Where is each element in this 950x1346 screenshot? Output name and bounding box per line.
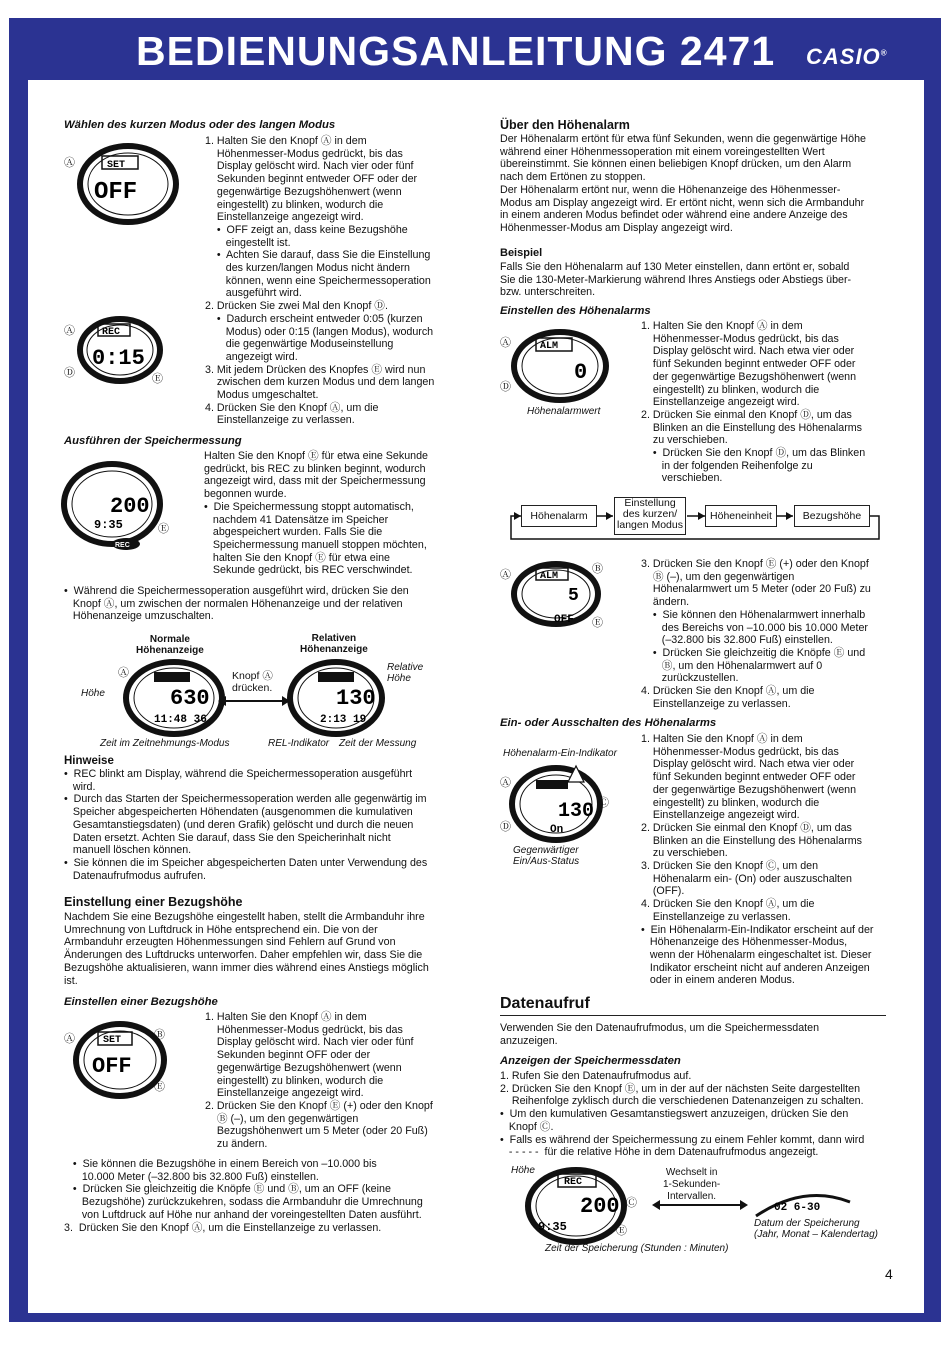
notes-title: Hinweise — [64, 755, 114, 767]
svg-text:Ⓐ: Ⓐ — [64, 1033, 75, 1045]
label-press-a: Knopf Ⓐ drücken. — [232, 670, 273, 694]
watch-illustration-alarm-onoff — [500, 760, 620, 844]
section-text-reference: Nachdem Sie eine Bezugshöhe eingestellt haben, stellt die Armbanduhr ihre Umrechnung von Luftdruck in Höhe entsprechend ein. Die von der Armbanduhr erzeugten Höhenmessungen sind Fehlern auf Grund von Änderungen des Luftdrucks unterworfen. Daher empfehlen wir, dass Sie die Bezugshöhe aktualisieren, wann immer dies während eines Anstiegs möglich ist. — [64, 911, 429, 987]
section-text-alarm-onoff: 1. Halten Sie den Knopf Ⓐ in dem Höhenmesser-Modus gedrückt, bis das Display gelöscht wird. Nach etwa vier oder fünf Sekunden beginnt entweder OFF oder der gegenwärtige Bezugshöhenwert (wenn eingestellt) zu blinken, wodurch die Einstellanzeige angezeigt wird. 2. Drücken Sie einmal den Knopf Ⓓ, um das Blinken an die Einstellung des Höhenalarms zu verschieben. 3. Drücken Sie den Knopf Ⓒ, um den Höhenalarm ein- (On) oder auszuschalten (OFF). 4. Drücken Sie den Knopf Ⓐ, um die Einstellanzeige zu verlassen. • Ein Höhenalarm-Ein-Indikator erscheint auf der Höhenanzeige des Höhenmesser-Modus, wenn der Höhenalarm eingeschaltet ist. Dieser Indikator erscheint nicht auf anderen Anzeigen oder in einem anderen Modus. — [641, 733, 874, 987]
watch-sub-text: 9:35 — [94, 518, 123, 532]
divider — [500, 1015, 886, 1016]
label-interval: Wechselt in 1-Sekunden- Intervallen. — [663, 1167, 721, 1202]
double-arrow — [652, 1200, 748, 1210]
svg-text:Ⓔ: Ⓔ — [154, 1081, 165, 1093]
svg-text:Ⓓ: Ⓓ — [500, 821, 511, 833]
watch-top-text: ALM — [540, 571, 559, 582]
watch-main-text: 630 — [170, 686, 210, 711]
svg-text:Ⓔ: Ⓔ — [616, 1225, 627, 1237]
section-text-set-alarm-2: 3. Drücken Sie den Knopf Ⓔ (+) oder den Knopf Ⓑ (–), um den gegenwärtigen Höhenalarmwert um 5 Meter (oder 20 Fuß) zu ändern. • Sie können den Höhenalarmwert innerhalb des Bereichs von –10.000 bis 10.000 Meter (–32.800 bis 32.800 Fuß) einstellen. • Drücken Sie gleichzeitig die Knöpfe Ⓔ und Ⓑ, um den Höhenalarmwert auf 0 zurückzustellen. 4. Drücken Sie den Knopf Ⓐ, um die Einstellanzeige zu verlassen. — [641, 558, 871, 710]
label-data-altitude: Höhe — [511, 1165, 535, 1176]
watch-illustration-alarm-set — [500, 560, 620, 630]
label-storage-date: Datum der Speicherung (Jahr, Monat – Kalendertag) — [754, 1218, 878, 1240]
section-text-memory: Halten Sie den Knopf Ⓔ für etwa eine Sekunde gedrückt, bis REC zu blinken beginnt, wodurch angezeigt wird, dass mit der Speichermessung begonnen wurde. • Die Speichermessung stoppt automatisch, nachdem 41 Datensätze im Speicher abgespeichert wurden. Falls Sie die Speichermessung manuell stoppen möchten, halten Sie den Knopf Ⓔ für etwa eine Sekunde gedrückt, bis REC verschwindet. — [204, 450, 428, 577]
notes-text: • REC blinkt am Display, während die Speichermessoperation ausgeführt wird. • Durch das Starten der Speichermessoperation werden alle gegenwärtig im Speicher abgespeicherten Höhendaten (ausgenommen die kumulativen Gesamtanstiegsdaten) (und deren Grafik) gelöscht und durch die neuen Daten ersetzt. Achten Sie darauf, dass Sie den Speicherinhalt nicht manuell löschen können. • Sie können die im Speicher abgespeicherten Daten unter Verwendung des Datenaufrufmodus aufrufen. — [64, 768, 428, 882]
svg-text:Ⓔ: Ⓔ — [152, 373, 163, 385]
button-a-label: Ⓐ — [64, 157, 75, 169]
section-title-alarm-onoff: Ein- oder Ausschalten des Höhenalarms — [500, 717, 717, 729]
section-text-set-reference: 1. Halten Sie den Knopf Ⓐ in dem Höhenmesser-Modus gedrückt, bis das Display gelöscht wird. Nach vier oder fünf Sekunden beginnt OFF oder der gegenwärtige Bezugshöhenwert (wenn eingestellt) zu blinken, wodurch die Einstellanzeige angezeigt wird. 2. Drücken Sie den Knopf Ⓔ (+) oder den Knopf Ⓑ (–), um den gegenwärtigen Bezugshöhenwert um 5 Meter (oder 20 Fuß) zu ändern. — [205, 1011, 433, 1151]
svg-text:Ⓑ: Ⓑ — [592, 563, 603, 575]
section-title-show-data: Anzeigen der Speichermessdaten — [500, 1055, 681, 1067]
flow-step-reference: Bezugshöhe — [794, 505, 870, 527]
label-measure-time: Zeit der Messung — [339, 738, 417, 749]
label-normal-display: Normale Höhenanzeige — [136, 634, 204, 656]
svg-text:Ⓐ: Ⓐ — [500, 777, 511, 789]
flow-step-mode: Einstellung des kurzen/ langen Modus — [614, 497, 686, 535]
watch-main-text: 5 — [568, 586, 579, 606]
svg-text:Ⓔ: Ⓔ — [158, 523, 169, 535]
watch-sub-text: 9:35 — [538, 1220, 567, 1234]
watch-top-text: REC — [564, 1177, 583, 1188]
bullet-switch-display: • Während die Speichermessoperation ausgeführt wird, drücken Sie den Knopf Ⓐ, um zwischen der normalen Höhenanzeige und der relativen Höhenanzeige umzuschalten. — [64, 585, 409, 623]
watch-illustration-measure — [62, 460, 202, 570]
section-title-set-reference: Einstellen einer Bezugshöhe — [64, 996, 218, 1008]
section-title-data-recall: Datenaufruf — [500, 995, 590, 1012]
label-relative-altitude: Relative Höhe — [387, 662, 424, 684]
section-title-reference: Einstellung einer Bezugshöhe — [64, 895, 243, 909]
label-storage-time: Zeit der Speicherung (Stunden : Minuten) — [545, 1243, 729, 1254]
label-alarm-on-indicator: Höhenalarm-Ein-Indikator — [503, 748, 617, 759]
page-title: BEDIENUNGSANLEITUNG 2471 — [136, 28, 776, 74]
flow-step-alarm: Höhenalarm — [521, 505, 597, 527]
watch-illustration-recall — [520, 1166, 640, 1246]
watch-top-text: SET — [107, 160, 126, 171]
watch-main-text: 0:15 — [92, 346, 145, 371]
flow-step-unit: Höheneinheit — [705, 505, 777, 527]
svg-text:Ⓒ: Ⓒ — [626, 1197, 637, 1209]
watch-main-text: 0 — [574, 360, 588, 385]
svg-text:Ⓑ: Ⓑ — [154, 1029, 165, 1041]
section-title-memory: Ausführen der Speichermessung — [64, 435, 242, 447]
section-title-mode: Wählen des kurzen Modus oder des langen Modus — [64, 119, 336, 131]
watch-sub-text: On — [550, 824, 564, 836]
example-text: Falls Sie den Höhenalarm auf 130 Meter einstellen, dann ertönt er, sobald Sie die 130-Meter-Markierung während Ihres Anstiegs oder Abstiegs über- bzw. unterschreiten. — [500, 261, 852, 299]
watch-top-text: SET — [103, 1035, 122, 1046]
svg-text:Ⓐ: Ⓐ — [500, 569, 511, 581]
page-number: 4 — [885, 1266, 893, 1282]
svg-text:Ⓓ: Ⓓ — [500, 381, 511, 393]
brand-name: CASIO — [806, 44, 881, 69]
watch-illustration-set — [64, 140, 194, 230]
watch-main-text: OFF — [92, 1054, 132, 1079]
watch-main-text: 130 — [336, 686, 376, 711]
watch-sub-text: OFF — [554, 614, 574, 626]
label-rel-indicator: REL-Indikator — [268, 738, 330, 749]
section-text-set-alarm: 1. Halten Sie den Knopf Ⓐ in dem Höhenmesser-Modus gedrückt, bis das Display gelöscht wird. Nach etwa vier oder fünf Sekunden beginnt entweder OFF oder der gegenwärtige Bezugshöhenwert (wenn eingestellt) zu blinken, wodurch die Einstellanzeige angezeigt wird. 2. Drücken Sie einmal den Knopf Ⓓ, um das Blinken an die Einstellung des Höhenalarms zu verschieben. • Drücken Sie den Knopf Ⓓ, um das Blinken in der folgenden Reihenfolge zu verschieben. — [641, 320, 866, 485]
rec-badge: REC — [115, 542, 130, 549]
svg-text:Ⓐ: Ⓐ — [64, 325, 75, 337]
watch-illustration-rec — [64, 318, 194, 388]
watch-sub-text: 2:13 19 — [320, 714, 367, 726]
section-text-alarm: Der Höhenalarm ertönt für etwa fünf Sekunden, wenn die gegenwärtige Höhe während einer Höhenmessoperation mit einem voreingestellten Wert übereinstimmt. Sie können einen beliebigen Knopf drücken, um den Alarm nach dem Ertönen zu stoppen. Der Höhenalarm ertönt nur, wenn die Höhenanzeige des Höhenmesser- Modus am Display angezeigt wird. Er ertönt nicht, wenn sich die Armbanduhr in einem anderen Modus befindet oder während eine andere Anzeige des Höhenmesser-Modus am Display angezeigt wird. — [500, 133, 866, 234]
label-alarm-value: Höhenalarmwert — [527, 406, 601, 417]
watch-top-text: REC — [102, 327, 121, 338]
section-title-alarm: Über den Höhenalarm — [500, 118, 630, 132]
watch-main-text: OFF — [94, 179, 138, 206]
svg-text:Ⓐ: Ⓐ — [500, 337, 511, 349]
watch-illustration-set-reference — [64, 1020, 184, 1100]
svg-text:Ⓓ: Ⓓ — [64, 367, 75, 379]
svg-text:Ⓒ: Ⓒ — [598, 797, 609, 809]
label-altitude: Höhe — [81, 688, 105, 699]
watch-sub-text: 11:48 36 — [154, 714, 207, 726]
watch-main-text: 130 — [558, 800, 595, 823]
brand-logo: CASIO® — [806, 44, 888, 69]
label-relative-display: Relativen Höhenanzeige — [300, 633, 368, 655]
watch-main-text: 200 — [580, 1194, 620, 1219]
example-title: Beispiel — [500, 247, 543, 259]
label-current-status: Gegenwärtiger Ein/Aus-Status — [513, 845, 580, 867]
section-tail-reference: • Sie können die Bezugshöhe in einem Bereich von –10.000 bis 10.000 Meter (–32.800 bis 32.800 Fuß) einstellen. • Drücken Sie gleichzeitig die Knöpfe Ⓔ und Ⓑ, um an OFF (keine Bezugshöhe) zurückzukehren, sodass die Armbanduhr die Umrechnung von Luftdruck auf Höhe nur anhand der voreingestellten Daten ausführt. 3. Drücken Sie den Knopf Ⓐ, um die Einstellanzeige zu verlassen. — [64, 1158, 423, 1234]
svg-text:Ⓐ: Ⓐ — [118, 667, 129, 679]
section-text-mode: 1. Halten Sie den Knopf Ⓐ in dem Höhenmesser-Modus gedrückt, bis das Display gelöscht wird. Nach vier oder fünf Sekunden beginnt entweder OFF oder der gegenwärtige Bezugshöhenwert (wenn eingestellt) zu blinken, wodurch die Einstellanzeige angezeigt wird. • OFF zeigt an, dass keine Bezugshöhe eingestellt ist. • Achten Sie darauf, dass Sie die Einstellung des kurzen/langen Modus nicht ändern können, wenn eine Speichermessoperation ausgeführt wird. 2. Drücken Sie zwei Mal den Knopf Ⓓ. • Dadurch erscheint entweder 0:05 (kurzen Modus) oder 0:15 (langen Modus), wodurch die gegenwärtige Moduseinstellung angezeigt wird. 3. Mit jedem Drücken des Knopfes Ⓔ wird nun zwischen dem kurzen Modus und dem langen Modus umgeschaltet. 4. Drücken Sie den Knopf Ⓐ, um die Einstellanzeige zu verlassen. — [205, 135, 435, 427]
label-time-mode: Zeit im Zeitnehmungs-Modus — [100, 738, 230, 749]
section-text-show-data: 1. Rufen Sie den Datenaufrufmodus auf. 2. Drücken Sie den Knopf Ⓔ, um in der auf der nächsten Seite dargestellten Reihenfolge zyklisch durch die verschiedenen Datenanzeigen zu schalten. • Um den kumulativen Gesamtanstiegswert anzuzeigen, drücken Sie den Knopf Ⓒ. • Falls es während der Speichermessung zu einem Fehler kommt, dann wird - - - - - für die relative Höhe in dem Datenaufrufmodus angezeigt. — [500, 1070, 865, 1159]
watch-illustration-normal — [118, 658, 228, 738]
watch-main-text: 02 6-30 — [774, 1202, 821, 1214]
section-text-data-recall: Verwenden Sie den Datenaufrufmodus, um die Speichermessdaten anzuzeigen. — [500, 1022, 820, 1047]
watch-top-text: ALM — [540, 341, 559, 352]
watch-illustration-relative — [288, 658, 398, 738]
section-title-set-alarm: Einstellen des Höhenalarms — [500, 305, 651, 317]
watch-illustration-alarm-value — [500, 328, 620, 404]
watch-main-text: 200 — [110, 494, 150, 519]
double-arrow — [218, 696, 290, 706]
svg-text:Ⓔ: Ⓔ — [592, 617, 603, 629]
